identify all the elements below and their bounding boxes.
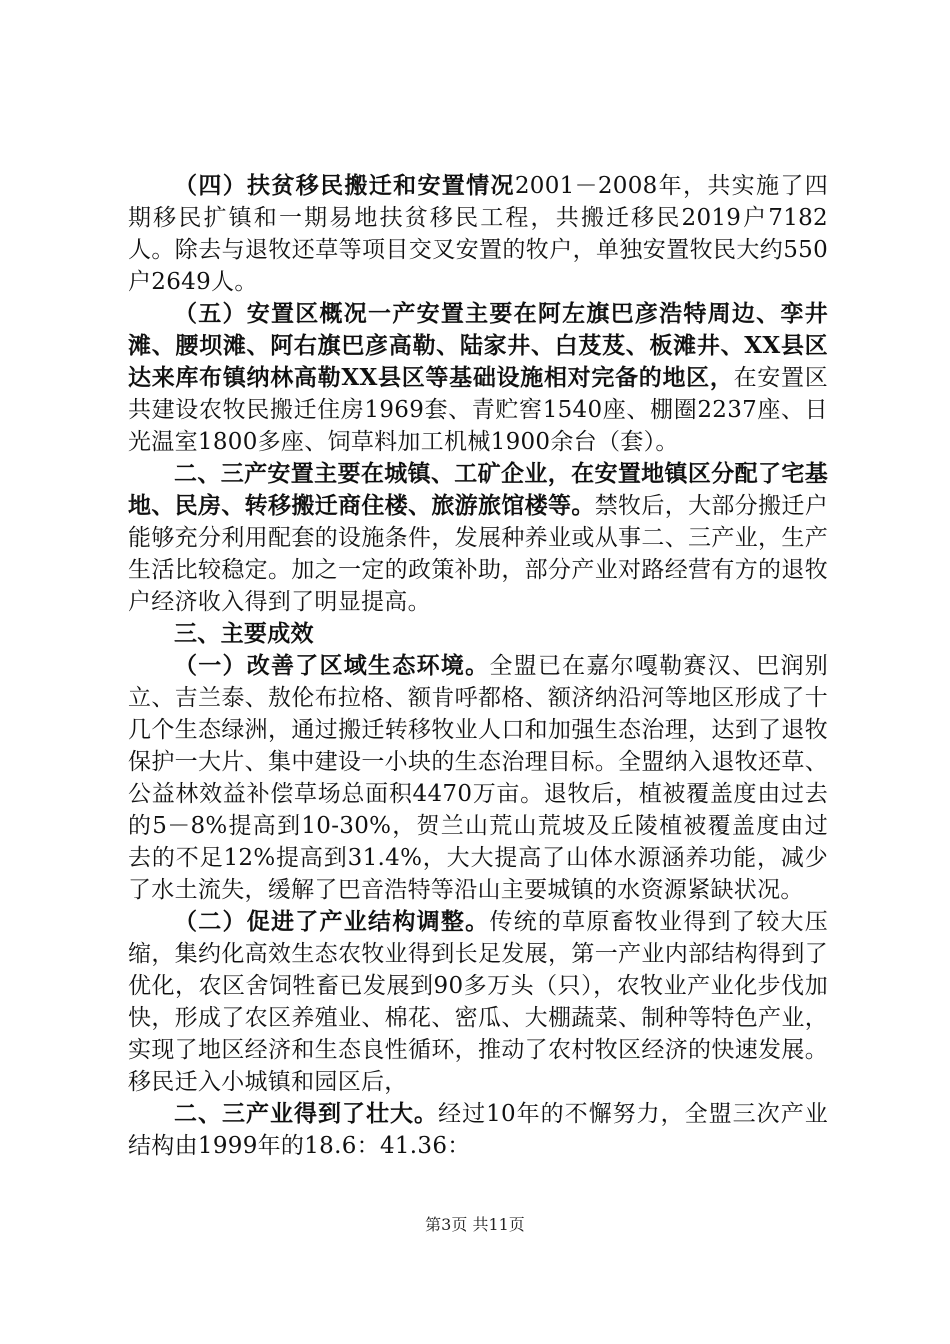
page-number-footer: 第3页 共11页 <box>425 1215 525 1234</box>
paragraph-industry-structure <box>128 906 828 1098</box>
paragraph-resettlement-area <box>128 298 828 458</box>
paragraph-resettlement-overview <box>128 170 828 298</box>
paragraph-heading: （二）促进了产业结构调整。 <box>174 908 490 935</box>
paragraph-heading: （五）安置区概况一产安置主要在阿左旗巴彦浩特周边、孪井滩、腰坝滩、阿右旗巴彦高勒、陆家井、白芨芨、板滩井、XX县区达来库布镇纳林高勒XX县区等基础设施相对完备的地区， <box>128 300 828 391</box>
paragraph-text: 2001－2008年，共实施了四期移民扩镇和一期易地扶贫移民工程，共搬迁移民2019户7182人。除去与退牧还草等项目交叉安置的牧户，单独安置牧民大约550户2649人。 <box>128 173 829 295</box>
paragraph-text: 传统的草原畜牧业得到了较大压缩，集约化高效生态农牧业得到长足发展，第一产业内部结构得到了优化，农区舍饲牲畜已发展到90多万头（只），农牧业产业化步伐加快，形成了农区养殖业、棉花、密瓜、大棚蔬菜、制种等特色产业，实现了地区经济和生态良性循环，推动了农村牧区经济的快速发展。移民迁入小城镇和园区后， <box>128 909 829 1095</box>
paragraph-text: 在安置区共建设农牧民搬迁住房1969套、青贮窖1540座、棚圈2237座、日光温室1800多座、饲草料加工机械1900余台（套）。 <box>128 365 828 455</box>
document-body <box>128 170 828 1162</box>
section-heading: 三、主要成效 <box>174 620 314 647</box>
paragraph-text: 禁牧后，大部分搬迁户能够充分利用配套的设施条件，发展种养业或从事二、三产业，生产生活比较稳定。加之一定的政策补助，部分产业对路经营有方的退牧户经济收入得到了明显提高。 <box>128 493 829 615</box>
paragraph-text: 全盟已在嘉尔嘎勒赛汉、巴润别立、吉兰泰、敖伦布拉格、额肯呼都格、额济纳沿河等地区形成了十几个生态绿洲，通过搬迁转移牧业人口和加强生态治理，达到了退牧保护一大片、集中建设一小块的生态治理目标。全盟纳入退牧还草、公益林效益补偿草场总面积4470万亩。退牧后，植被覆盖度由过去的5－8%提高到10-30%，贺兰山荒山荒坡及丘陵植被覆盖度由过去的不足12%提高到31.4%，大大提高了山体水源涵养功能，减少了水土流失，缓解了巴音浩特等沿山主要城镇的水资源紧缺状况。 <box>128 653 829 903</box>
paragraph-heading: 二、三产业得到了壮大。 <box>174 1100 439 1127</box>
paragraph-text: 经过10年的不懈努力，全盟三次产业结构由1999年的18.6：41.36： <box>128 1101 828 1159</box>
paragraph-secondary-tertiary <box>128 458 828 618</box>
paragraph-tertiary-growth <box>128 1098 828 1162</box>
section-heading-main-results <box>128 618 828 650</box>
paragraph-heading: （四）扶贫移民搬迁和安置情况 <box>174 172 515 199</box>
paragraph-ecology <box>128 650 828 906</box>
paragraph-heading: （一）改善了区域生态环境。 <box>174 652 490 679</box>
paragraph-heading: 二、三产安置主要在城镇、工矿企业，在安置地镇区分配了宅基地、民房、转移搬迁商住楼、旅游旅馆楼等。 <box>128 460 828 519</box>
